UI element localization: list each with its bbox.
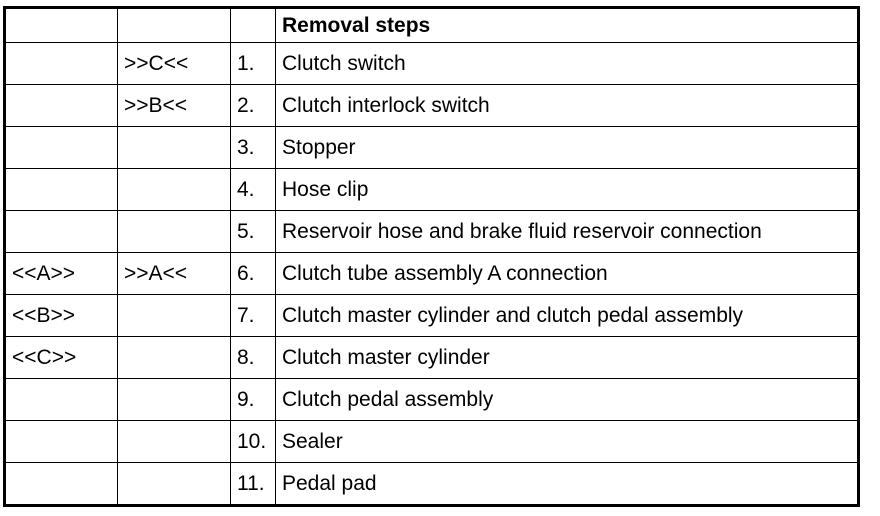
install-ref-cell — [5, 169, 118, 211]
step-number-cell: 9. — [231, 379, 276, 421]
removal-ref-cell — [118, 295, 231, 337]
step-number-cell: 3. — [231, 127, 276, 169]
install-ref-cell: <<C>> — [5, 337, 118, 379]
step-number-cell: 10. — [231, 421, 276, 463]
table-row — [5, 379, 859, 421]
step-name-cell: Pedal pad — [276, 463, 859, 506]
table-row — [5, 211, 859, 253]
table-row — [5, 463, 859, 506]
step-name-cell: Sealer — [276, 421, 859, 463]
table-row — [5, 169, 859, 211]
table-body — [5, 8, 859, 506]
header-cell-1 — [5, 8, 118, 43]
removal-ref-cell — [118, 211, 231, 253]
install-ref-cell — [5, 85, 118, 127]
header-cell-2 — [118, 8, 231, 43]
header-cell-3 — [231, 8, 276, 43]
step-number-cell: 4. — [231, 169, 276, 211]
install-ref-cell — [5, 421, 118, 463]
table-row — [5, 421, 859, 463]
table-row — [5, 43, 859, 85]
step-number-cell: 1. — [231, 43, 276, 85]
step-number-cell: 6. — [231, 253, 276, 295]
step-name-cell: Stopper — [276, 127, 859, 169]
step-number-cell: 2. — [231, 85, 276, 127]
install-ref-cell: <<A>> — [5, 253, 118, 295]
removal-ref-cell: >>C<< — [118, 43, 231, 85]
step-name-cell: Clutch master cylinder — [276, 337, 859, 379]
step-name-cell: Hose clip — [276, 169, 859, 211]
table-row — [5, 127, 859, 169]
step-name-cell: Clutch master cylinder and clutch pedal assembly — [276, 295, 859, 337]
removal-steps-title: Removal steps — [276, 8, 859, 43]
table-row — [5, 295, 859, 337]
step-name-cell: Clutch interlock switch — [276, 85, 859, 127]
removal-ref-cell: >>B<< — [118, 85, 231, 127]
table-row — [5, 85, 859, 127]
install-ref-cell — [5, 211, 118, 253]
install-ref-cell: <<B>> — [5, 295, 118, 337]
step-name-cell: Reservoir hose and brake fluid reservoir connection — [276, 211, 859, 253]
table-row — [5, 337, 859, 379]
removal-ref-cell — [118, 463, 231, 506]
step-name-cell: Clutch tube assembly A connection — [276, 253, 859, 295]
install-ref-cell — [5, 379, 118, 421]
step-name-cell: Clutch switch — [276, 43, 859, 85]
step-number-cell: 7. — [231, 295, 276, 337]
table-header-row — [5, 8, 859, 43]
removal-ref-cell — [118, 421, 231, 463]
removal-ref-cell — [118, 127, 231, 169]
step-number-cell: 11. — [231, 463, 276, 506]
step-name-cell: Clutch pedal assembly — [276, 379, 859, 421]
install-ref-cell — [5, 127, 118, 169]
install-ref-cell — [5, 43, 118, 85]
step-number-cell: 8. — [231, 337, 276, 379]
removal-ref-cell — [118, 379, 231, 421]
table-row — [5, 253, 859, 295]
install-ref-cell — [5, 463, 118, 506]
step-number-cell: 5. — [231, 211, 276, 253]
removal-steps-table — [3, 6, 860, 507]
removal-ref-cell — [118, 337, 231, 379]
removal-ref-cell: >>A<< — [118, 253, 231, 295]
removal-ref-cell — [118, 169, 231, 211]
